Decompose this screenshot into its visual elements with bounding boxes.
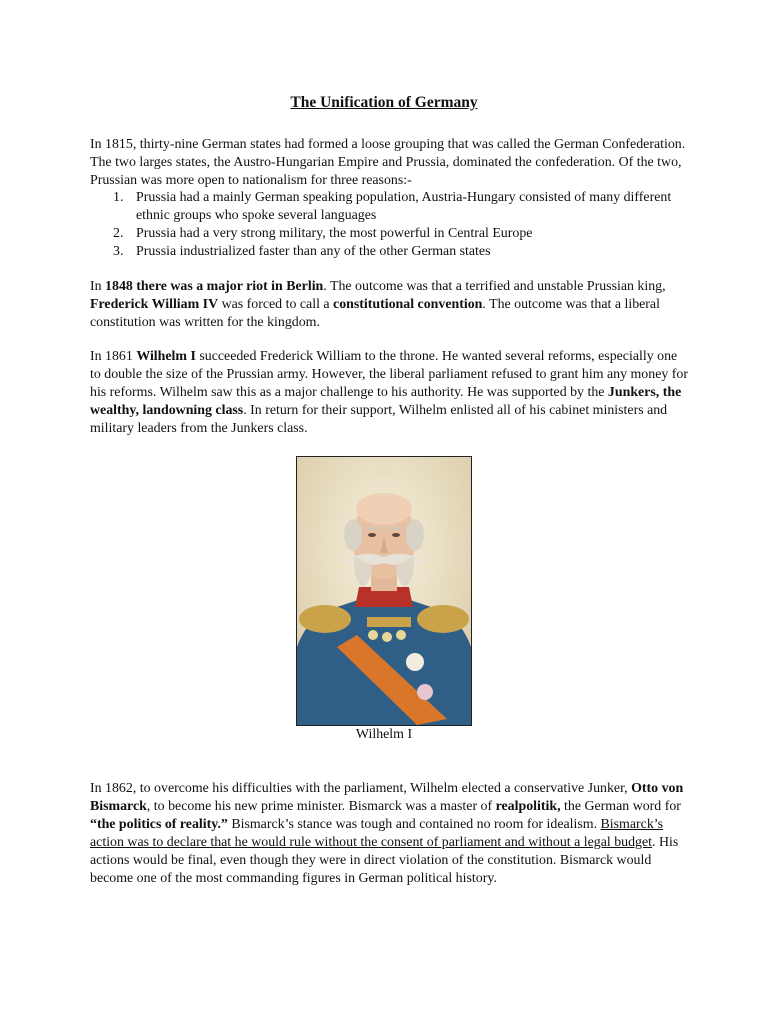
list-text: Prussia industrialized faster than any of the other German states	[136, 244, 491, 259]
list-number: 1.	[113, 190, 124, 205]
list-item	[90, 189, 690, 225]
paragraph-1862	[90, 780, 690, 888]
bold-text: Otto von Bismarck	[90, 781, 684, 814]
text-run: In 1861	[90, 349, 137, 364]
text-run: . In return for their support, Wilhelm enlisted all of his cabinet ministers and military leaders from the Junkers class.	[90, 403, 668, 436]
list-item	[90, 243, 690, 261]
paragraph-intro	[90, 136, 690, 190]
text-run: . The outcome was that a terrified and unstable Prussian king,	[323, 279, 666, 294]
bold-text: realpolitik,	[495, 799, 561, 814]
bold-text: Wilhelm I	[136, 349, 196, 364]
text-run: was forced to call a	[218, 297, 334, 312]
bold-text: Junkers, the wealthy, landowning class	[90, 385, 682, 418]
list-text: Prussia had a mainly German speaking population, Austria-Hungary consisted of many different ethnic groups who spoke several languages	[136, 190, 672, 223]
bold-text: Frederick William IV	[90, 297, 219, 312]
bold-text: “the politics of reality.”	[90, 817, 228, 832]
list-number: 3.	[113, 244, 124, 259]
list-item	[90, 225, 690, 243]
underlined-text: Bismarck’s action was to declare that he would rule without the consent of parliament and without a legal budget	[90, 817, 664, 850]
reasons-list	[90, 189, 690, 261]
text-run: In 1862, to overcome his difficulties with the parliament, Wilhelm elected a conservative Junker,	[90, 781, 632, 796]
bold-text: constitutional convention	[333, 297, 483, 312]
text-run: In	[90, 279, 106, 294]
text-run: , to become his new prime minister. Bismarck was a master of	[146, 799, 496, 814]
list-text: Prussia had a very strong military, the most powerful in Central Europe	[136, 226, 533, 241]
portrait-illustration	[297, 457, 471, 725]
paragraph-1861	[90, 348, 690, 438]
bold-text: 1848 there was a major riot in Berlin	[105, 279, 324, 294]
text-run: Bismarck’s stance was tough and contained no room for idealism.	[227, 817, 601, 832]
paragraph-1848	[90, 278, 690, 332]
list-number: 2.	[113, 226, 124, 241]
text-run: the German word for	[560, 799, 681, 814]
text-run: succeeded Frederick William to the throne. He wanted several reforms, especially one to double the size of the Prussian army. However, the liberal parliament refused to grant him any money for his reforms. Wilhelm saw this as a major challenge to his authority. He was supported by the	[90, 349, 688, 400]
text-run: In 1815, thirty-nine German states had formed a loose grouping that was called the German Confederation. The two larges states, the Austro-Hungarian Empire and Prussia, dominated the confederation. Of the two, Prussian was more open to nationalism for three reasons:-	[90, 137, 686, 188]
text-run: . The outcome was that a liberal constitution was written for the kingdom.	[90, 297, 660, 330]
text-run: . His actions would be final, even though they were in direct violation of the constitution. Bismarck would become one of the most commanding figures in German political history.	[90, 835, 679, 886]
portrait-image	[296, 456, 472, 726]
image-caption: Wilhelm I	[355, 727, 413, 742]
document-title: The Unification of Germany	[290, 94, 478, 111]
